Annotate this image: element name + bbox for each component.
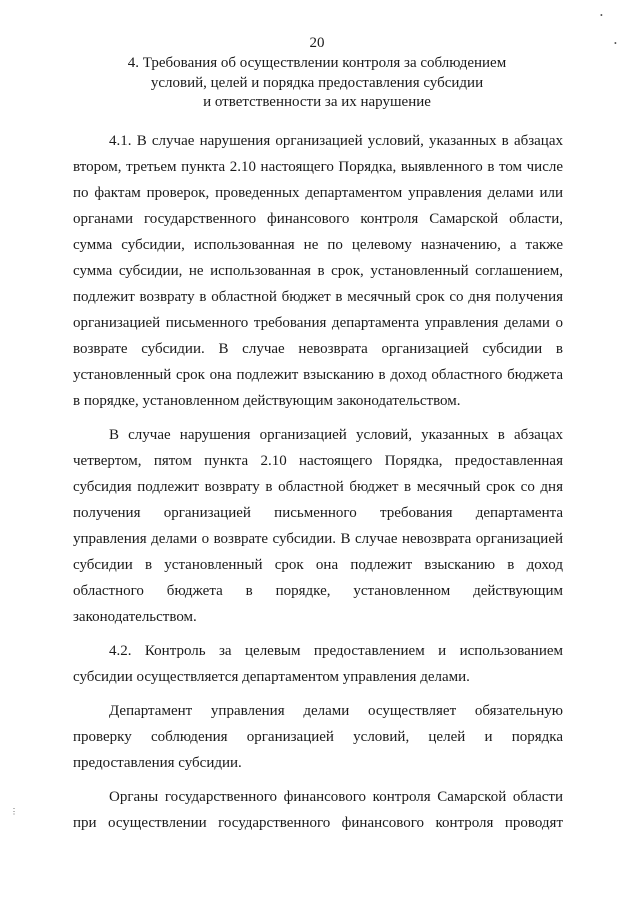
text-line: установленный срок она подлежит взысканию в доход областного бюджета: [73, 367, 563, 383]
text-line: 4.1. В случае нарушения организацией условий, указанных в абзацах: [109, 133, 563, 149]
scan-dot: •: [614, 39, 617, 48]
text-line: Органы государственного финансового контроля Самарской области: [109, 789, 563, 805]
page-number: 20: [309, 35, 325, 51]
text-line: проверку соблюдения организацией условий, целей и порядка: [73, 729, 563, 745]
text-line: Департамент управления делами осуществляет обязательную: [109, 703, 563, 719]
text-line: 4.2. Контроль за целевым предоставлением и использованием: [109, 643, 563, 659]
section-title: [60, 54, 574, 113]
text-line: областного бюджета в порядке, установленном действующим: [73, 583, 563, 599]
scan-dot: •: [600, 11, 603, 20]
text-line: при осуществлении государственного финансового контроля проводят: [73, 815, 563, 831]
text-line: законодательством.: [73, 609, 197, 625]
paragraph: [73, 638, 563, 690]
paragraph: [73, 698, 563, 776]
text-line: субсидии осуществляется департаментом управления делами.: [73, 669, 470, 685]
paragraph: [73, 422, 563, 630]
text-line: подлежит возврату в областной бюджет в месячный срок со дня получения: [73, 289, 563, 305]
text-line: субсидии в установленный срок она подлежит взысканию в доход: [73, 557, 563, 573]
text-line: В случае нарушения организацией условий, указанных в абзацах: [109, 427, 563, 443]
document-body: [73, 128, 563, 836]
paragraph: [73, 784, 563, 836]
text-line: сумма субсидии, использованная не по целевому назначению, а также: [73, 237, 563, 253]
section-title-line: и ответственности за их нарушение: [203, 94, 431, 110]
text-line: сумма субсидии, не использованная в срок, установленный соглашением,: [73, 263, 563, 279]
text-line: возврате субсидии. В случае невозврата организацией субсидии в: [73, 341, 563, 357]
text-line: субсидия подлежит возврату в областной бюджет в месячный срок со дня: [73, 479, 563, 495]
text-line: по фактам проверок, проведенных департаментом управления делами или: [73, 185, 563, 201]
text-line: управления делами о возврате субсидии. В случае невозврата организацией: [73, 531, 563, 547]
text-line: предоставления субсидии.: [73, 755, 242, 771]
text-line: получения организацией письменного требования департамента: [73, 505, 563, 521]
text-line: втором, третьем пункта 2.10 настоящего Порядка, выявленного в том числе: [73, 159, 563, 175]
section-title-line: 4. Требования об осуществлении контроля за соблюдением: [127, 55, 507, 71]
section-title-line: условий, целей и порядка предоставления субсидии: [150, 74, 484, 91]
text-line: организацией письменного требования департамента управления делами о: [73, 315, 563, 331]
text-line: органами государственного финансового контроля Самарской области,: [73, 211, 563, 227]
text-line: в порядке, установленном действующим законодательством.: [73, 393, 461, 409]
paragraph: [73, 128, 563, 414]
text-line: четвертом, пятом пункта 2.10 настоящего Порядка, предоставленная: [73, 453, 563, 469]
scan-dot: ⋮: [10, 807, 18, 816]
